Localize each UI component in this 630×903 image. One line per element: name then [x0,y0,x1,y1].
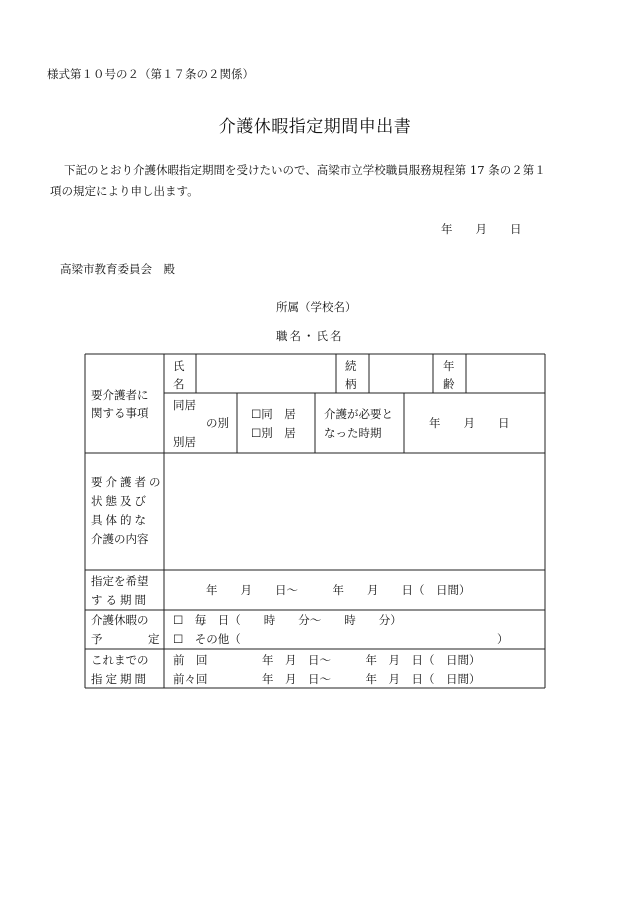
age-label-1: 年 [443,359,455,373]
cohabitation-label-3: 別居 [173,435,196,449]
checkbox-living-together[interactable]: ☐同 居 [251,407,296,421]
intro-text-line-2: 項の規定により申し出ます。 [50,184,199,198]
checkbox-other[interactable]: ☐ その他（ [173,632,241,646]
cohabitation-label-1: 同居 [173,398,196,412]
previous-label: 前 回 [173,653,208,667]
recipient: 高梁市教育委員会 殿 [60,262,175,276]
requested-period-label-1: 指定を希望 [91,574,149,588]
relation-field[interactable] [370,356,432,392]
previous-periods-label-2: 指定期間 [91,672,149,686]
leave-schedule-label-1: 介護休暇の [91,613,149,627]
position-name-label: 職名・氏名 [276,329,344,343]
age-field[interactable] [467,356,544,392]
other-close-paren: ） [497,632,509,646]
requested-period-value[interactable]: 年 月 日～ 年 月 日（ 日間） [206,583,471,597]
leave-schedule-label-2b: 定 [148,632,160,646]
care-content-label-4: 介護の内容 [91,532,149,546]
form-number: 様式第１０号の２（第１７条の２関係） [47,67,254,81]
relation-label-1: 続 [345,359,357,373]
application-date: 年 月 日 [441,222,522,236]
intro-text-line-1: 下記のとおり介護休暇指定期間を受けたいので、高梁市立学校職員服務規程第 17 条の２第１ [64,163,546,177]
subject-section-label-2: 関する事項 [91,406,149,420]
relation-label-2: 柄 [345,377,357,391]
before-previous-label: 前々回 [173,672,208,686]
care-content-label-1: 要介護者の [91,475,164,489]
checkbox-daily[interactable]: ☐ 毎 日（ 時 分～ 時 分） [173,613,402,627]
checkbox-living-separately[interactable]: ☐別 居 [251,426,296,440]
care-content-label-3: 具体的な [91,513,149,527]
care-needed-label-1: 介護が必要と [324,407,393,421]
requested-period-label-2: する期間 [91,593,149,607]
care-needed-label-2: なった時期 [324,426,382,440]
leave-schedule-label-2a: 予 [91,632,103,646]
before-previous-value[interactable]: 年 月 日～ 年 月 日（ 日間） [262,672,481,686]
age-label-2: 齢 [443,377,455,391]
name-label-2: 名 [173,377,185,391]
care-content-label-2: 状態及び [91,494,149,508]
previous-periods-label-1: これまでの [91,653,149,667]
subject-name-field[interactable] [197,356,335,392]
previous-value[interactable]: 年 月 日～ 年 月 日（ 日間） [262,653,481,667]
subject-section-label-1: 要介護者に [91,388,149,402]
care-needed-date[interactable]: 年 月 日 [429,416,510,430]
care-content-field[interactable] [165,454,544,569]
document-title: 介護休暇指定期間申出書 [218,117,412,137]
name-label-1: 氏 [173,359,185,373]
cohabitation-label-2: の別 [206,416,229,430]
affiliation-label: 所属（学校名） [276,300,357,314]
